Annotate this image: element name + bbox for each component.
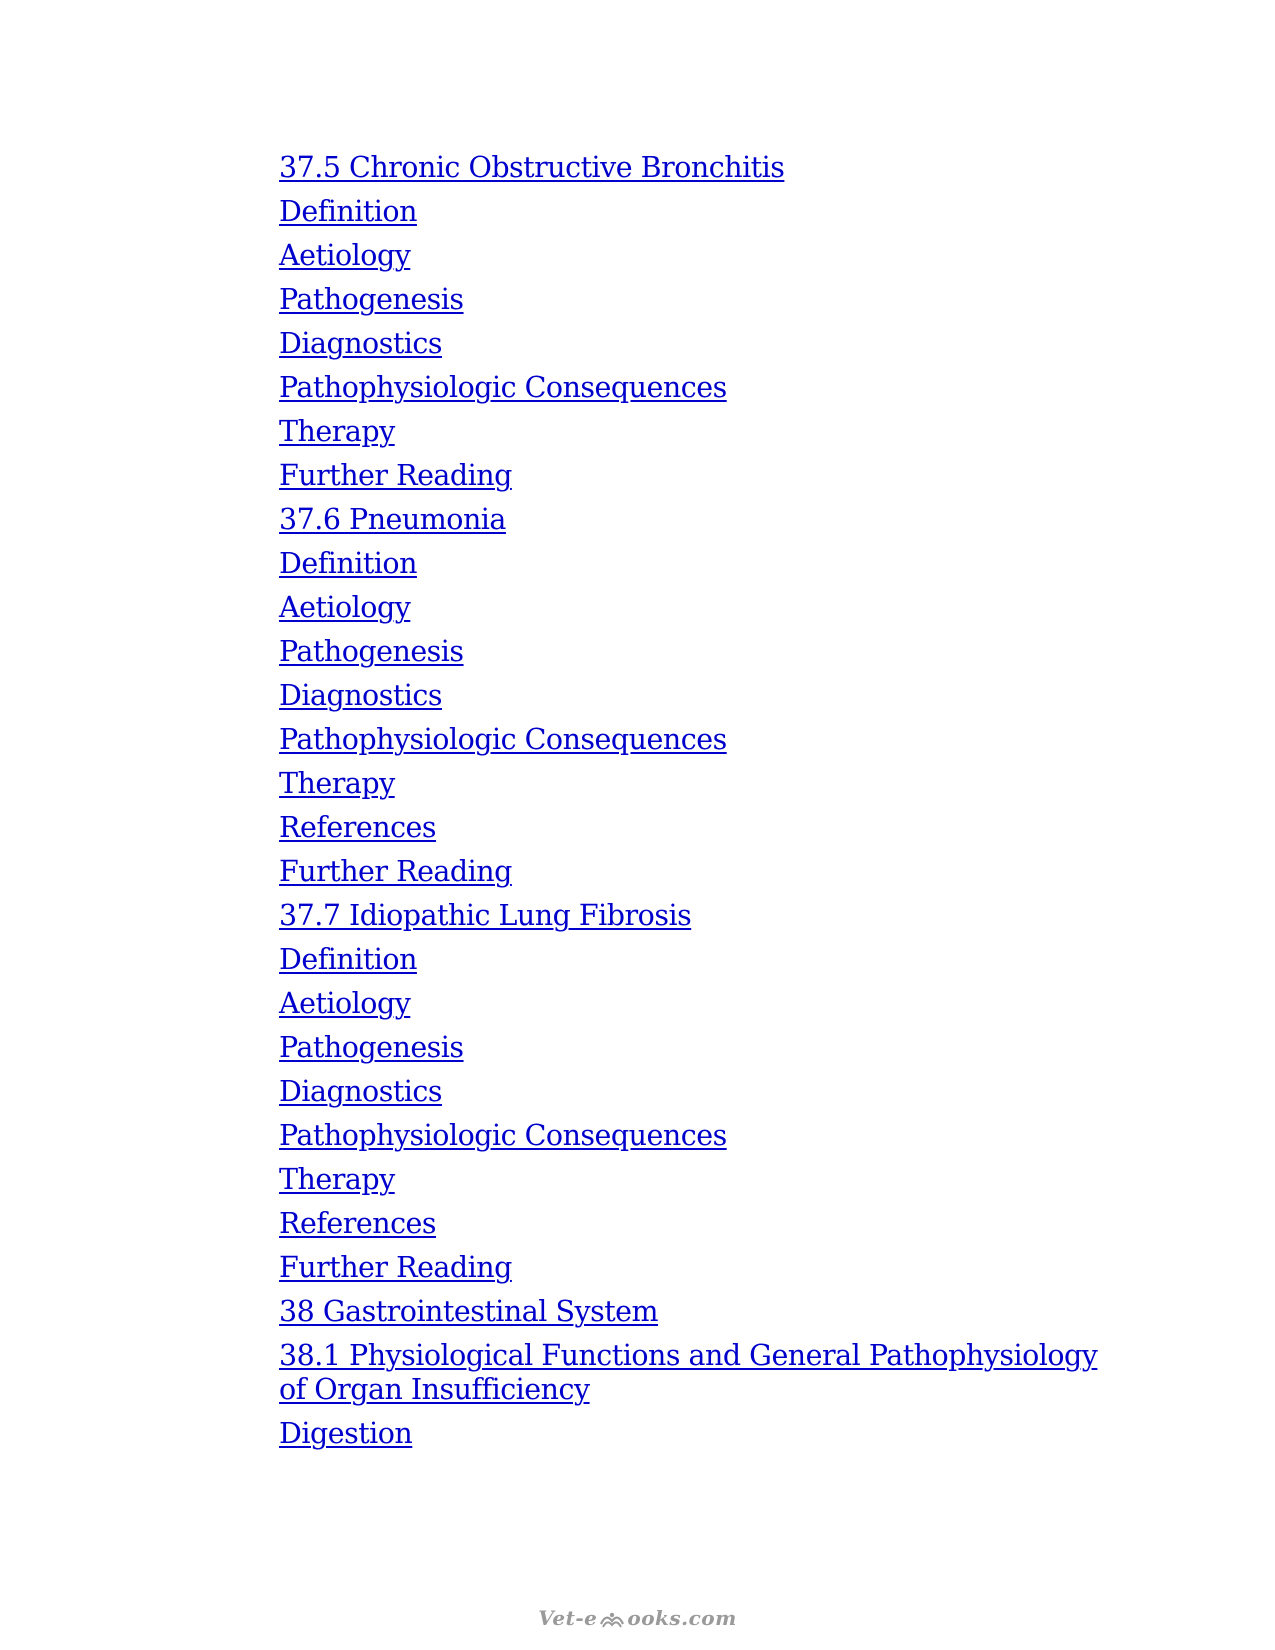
toc-entry	[279, 366, 1099, 410]
toc-link[interactable]: 37.5 Chronic Obstructive Bronchitis	[279, 151, 785, 184]
watermark-text-right: ooks.com	[627, 1606, 737, 1630]
toc-link[interactable]: References	[279, 811, 437, 844]
toc-link[interactable]: Pathophysiologic Consequences	[279, 723, 727, 756]
toc-link[interactable]: Pathogenesis	[279, 1031, 464, 1064]
toc-link[interactable]: 37.6 Pneumonia	[279, 503, 506, 536]
toc-entry	[279, 410, 1099, 454]
toc-link[interactable]: Further Reading	[279, 855, 512, 888]
toc-link[interactable]: Therapy	[279, 415, 395, 448]
toc-link[interactable]: Pathophysiologic Consequences	[279, 1119, 727, 1152]
book-icon	[599, 1609, 625, 1634]
toc-entry	[279, 718, 1099, 762]
toc-link[interactable]: Definition	[279, 195, 417, 228]
toc-link[interactable]: Aetiology	[279, 987, 411, 1020]
toc-entry	[279, 982, 1099, 1026]
toc-entry	[279, 278, 1099, 322]
toc-entry	[279, 674, 1099, 718]
toc-entry	[279, 586, 1099, 630]
toc-link[interactable]: Pathogenesis	[279, 283, 464, 316]
toc-entry	[279, 1290, 1099, 1334]
toc-entry	[279, 1202, 1099, 1246]
toc-entry	[279, 938, 1099, 982]
toc-link[interactable]: Pathophysiologic Consequences	[279, 371, 727, 404]
toc-link[interactable]: Diagnostics	[279, 1075, 442, 1108]
toc-entry	[279, 630, 1099, 674]
toc-link[interactable]: Aetiology	[279, 239, 411, 272]
toc-link[interactable]: Further Reading	[279, 459, 512, 492]
table-of-contents	[279, 146, 1099, 1456]
toc-entry	[279, 1412, 1099, 1456]
toc-entry	[279, 806, 1099, 850]
toc-link[interactable]: Therapy	[279, 767, 395, 800]
toc-entry	[279, 762, 1099, 806]
toc-link[interactable]: Definition	[279, 547, 417, 580]
toc-link[interactable]: Aetiology	[279, 591, 411, 624]
toc-link[interactable]: 38.1 Physiological Functions and General Pathophysiology of Organ Insufficiency	[279, 1339, 1098, 1406]
toc-link[interactable]: Pathogenesis	[279, 635, 464, 668]
toc-entry	[279, 1334, 1099, 1412]
toc-link[interactable]: References	[279, 1207, 437, 1240]
toc-entry	[279, 454, 1099, 498]
toc-entry	[279, 322, 1099, 366]
toc-entry	[279, 850, 1099, 894]
toc-entry	[279, 190, 1099, 234]
toc-link[interactable]: 37.7 Idiopathic Lung Fibrosis	[279, 899, 692, 932]
toc-entry	[279, 542, 1099, 586]
toc-entry	[279, 1246, 1099, 1290]
watermark	[0, 1606, 1275, 1634]
toc-entry	[279, 1026, 1099, 1070]
toc-entry	[279, 1070, 1099, 1114]
toc-entry	[279, 894, 1099, 938]
toc-link[interactable]: 38 Gastrointestinal System	[279, 1295, 659, 1328]
toc-entry	[279, 234, 1099, 278]
toc-entry	[279, 1158, 1099, 1202]
toc-link[interactable]: Digestion	[279, 1417, 413, 1450]
toc-link[interactable]: Further Reading	[279, 1251, 512, 1284]
toc-entry	[279, 146, 1099, 190]
toc-link[interactable]: Diagnostics	[279, 327, 442, 360]
toc-entry	[279, 498, 1099, 542]
toc-entry	[279, 1114, 1099, 1158]
toc-link[interactable]: Diagnostics	[279, 679, 442, 712]
toc-link[interactable]: Definition	[279, 943, 417, 976]
toc-link[interactable]: Therapy	[279, 1163, 395, 1196]
watermark-text-left: Vet-e	[538, 1606, 598, 1630]
